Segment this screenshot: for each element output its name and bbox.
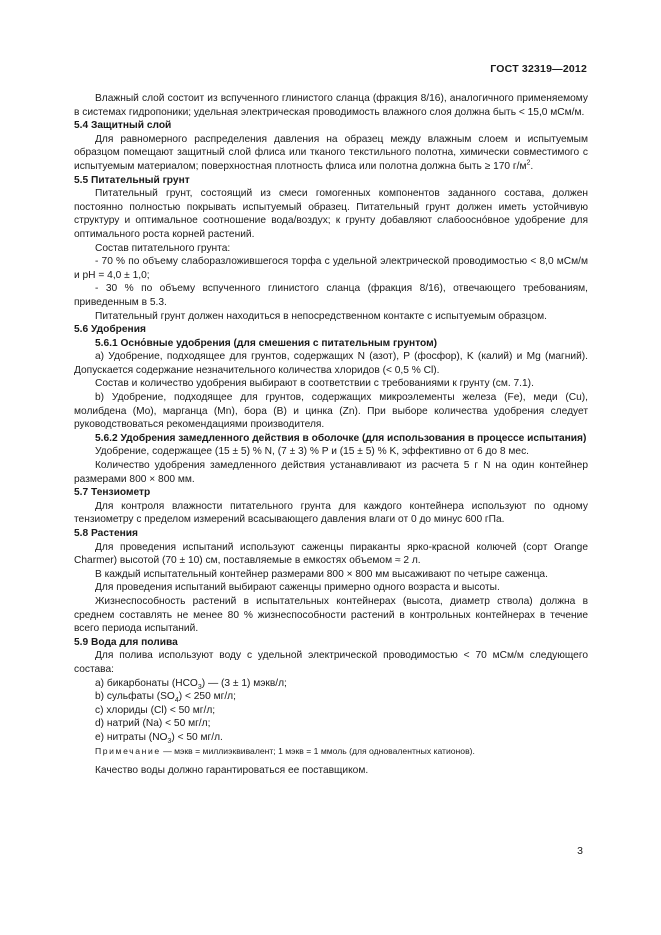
subscript-4: 4 xyxy=(174,697,179,705)
section-5-4-text: Для равномерного распределения давления на образец между влажным слоем и испытуемым образцом помещают защитный слой флиса или тканого текстильного полотна, химически совместимого с испытуемым материалом; поверхностная плотность флиса или полотна должна быть ≥ 170 г/м xyxy=(74,133,588,172)
section-5-6-1-paragraph-1: а) Удобрение, подходящее для грунтов, содержащих N (азот), P (фосфор), K (калий) и Mg (магний). Допускается содержание незначительного количества хлоридов (< 0,5 % Cl). xyxy=(74,351,588,376)
water-item-a xyxy=(74,677,588,691)
section-5-7-paragraph: Для контроля влажности питательного грунта для каждого контейнера используют по одному тензиометру с пределом измерений всасывающего давления влаги от 0 до минус 600 гПа. xyxy=(74,500,588,526)
section-5-8-paragraph-1: Для проведения испытаний используют саженцы пираканты ярко-красной колючей (сорт Orange Charmer) высотой (70 ± 10) см, поставляемые в емкостях объемом ≈ 2 л. xyxy=(74,541,588,567)
intro-paragraph: Влажный слой состоит из вспученного глинистого сланца (фракция 8/16), аналогичного применяемому в системах гидропоники; удельная электрическая проводимость влажного слоя должна быть < 15,0 мСм/м. xyxy=(74,93,588,118)
section-5-5-paragraph-2: Состав питательного грунта: xyxy=(95,242,231,254)
section-5-6-1-title: 5.6.1 Осно́вные удобрения (для смешения с питательным грунтом) xyxy=(95,337,438,349)
water-item-a-text: а) бикарбонаты (HCO xyxy=(95,677,198,689)
section-5-7-title: 5.7 Тензиометр xyxy=(74,487,151,499)
section-5-5-paragraph-5: Питательный грунт должен находиться в непосредственном контакте с испытуемым образцом. xyxy=(95,310,547,322)
superscript-2: 2 xyxy=(526,159,531,167)
section-5-4-end: . xyxy=(530,160,534,172)
water-item-b xyxy=(74,690,588,704)
section-5-6-1-paragraph-3: b) Удобрение, подходящее для грунтов, содержащих микроэлементы железа (Fe), меди (Cu), молибдена (Mo), марганца (Mn), бора (B) и цинка (Zn). При выборе количества удобрения следует руководствоваться рекомендациями производителя. xyxy=(74,392,588,431)
section-5-6-1-paragraph-2: Состав и количество удобрения выбирают в соответствии с требованиями к грунту (см. 7.1). xyxy=(95,378,534,390)
section-5-5-paragraph-1: Питательный грунт, состоящий из смеси гомогенных компонентов заданного состава, должен постоянно полностью покрывать испытуемый образец. Питательный грунт должен иметь устойчивую структуру и оптимальное соотношение вода/воздух; к грунту добавляют слабоосно́вное удобрение для оптимального роста корней растений. xyxy=(74,188,588,240)
section-5-9-title: 5.9 Вода для полива xyxy=(74,636,178,648)
water-item-a-value: ) — (3 ± 1) мэкв/л; xyxy=(201,677,287,689)
document-code-header: ГОСТ 32319—2012 xyxy=(490,63,587,75)
water-item-e-value: ) < 50 мг/л. xyxy=(171,731,223,743)
water-item-e xyxy=(74,731,588,745)
section-5-6-2-paragraph-1: Удобрение, содержащее (15 ± 5) % N, (7 ± 3) % P и (15 ± 5) % K, эффективно от 6 до 8 мес. xyxy=(95,446,530,458)
section-5-6-title: 5.6 Удобрения xyxy=(74,324,146,336)
section-5-8-paragraph-2: В каждый испытательный контейнер размерами 800 × 800 мм высаживают по четыре саженца. xyxy=(95,568,548,580)
subscript-3: 3 xyxy=(197,683,202,691)
section-5-8-title: 5.8 Растения xyxy=(74,528,139,539)
section-5-8-paragraph-3: Для проведения испытаний выбирают саженцы примерно одного возраста и высоты. xyxy=(95,582,500,594)
water-item-b-value: ) < 250 мг/л; xyxy=(178,691,236,703)
water-item-d: d) натрий (Na) < 50 мг/л; xyxy=(95,718,211,730)
page-number: 3 xyxy=(577,845,583,857)
section-5-6-2-title: 5.6.2 Удобрения замедленного действия в оболочке (для использования в процессе испытания) xyxy=(95,432,587,444)
page-content xyxy=(74,92,588,778)
note-label: Примечание xyxy=(95,745,161,756)
section-5-4-paragraph xyxy=(74,133,588,174)
section-5-5-title: 5.5 Питательный грунт xyxy=(74,174,190,186)
section-5-4-title: 5.4 Защитный слой xyxy=(74,120,172,132)
section-5-9-final-paragraph: Качество воды должно гарантироваться ее поставщиком. xyxy=(95,765,369,777)
water-item-e-text: е) нитраты (NO xyxy=(95,731,168,743)
water-item-b-text: b) сульфаты (SO xyxy=(95,691,175,703)
water-item-c: с) хлориды (Cl) < 50 мг/л; xyxy=(95,704,216,716)
section-5-6-2-paragraph-2: Количество удобрения замедленного действия устанавливают из расчета 5 г N на один контейнер размерами 800 × 800 мм. xyxy=(74,460,588,485)
note-paragraph xyxy=(74,745,588,759)
subscript-3: 3 xyxy=(167,737,172,745)
section-5-9-paragraph-1: Для полива используют воду с удельной электрической проводимостью < 70 мСм/м следующего состава: xyxy=(74,650,588,675)
section-5-8-paragraph-4: Жизнеспособность растений в испытательных контейнерах (высота, диаметр ствола) должна в среднем составлять не менее 80 % жизнеспособности растений в контрольных контейнерах в течение всего периода испытаний. xyxy=(74,595,588,635)
section-5-5-paragraph-3: - 70 % по объему слаборазложившегося торфа с удельной электрической проводимостью < 8,0 мСм/м и pH = 4,0 ± 1,0; xyxy=(74,256,588,281)
section-5-5-paragraph-4: - 30 % по объему вспученного глинистого сланца (фракция 8/16), отвечающего требованиям, приведенным в 5.3. xyxy=(74,283,588,308)
note-text: — мэкв = миллиэквивалент; 1 мэкв = 1 ммоль (для одновалентных катионов). xyxy=(160,745,475,756)
